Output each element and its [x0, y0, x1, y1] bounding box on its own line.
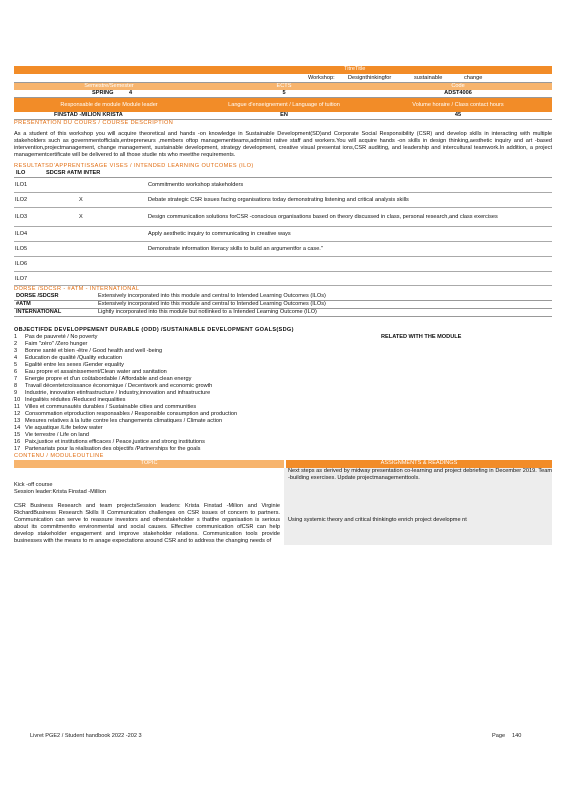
- semester-number: 4: [129, 90, 133, 96]
- semester-value: SPRING: [92, 90, 114, 96]
- ilo-text: Apply aesthetic inquiry to communicating in creative ways: [148, 231, 291, 237]
- sdg-title: OBJECTIFDE DEVELOPPEMENT DURABLE (ODD) /SUSTAINABLE DEVELOPMENT GOALS(SDG): [14, 327, 294, 333]
- semester-value-row: [14, 90, 552, 98]
- assignments-text-1: Next steps as derived by midway presentation co-learning and project debriefing in December 2019. Team -building exercises. Update projectmanagementtools.: [288, 468, 552, 481]
- ilo-text: Design communication solutions forCSR -conscious organisations based on theory discussed in class, personal research,and class exercises: [148, 213, 498, 220]
- assignments-column: [284, 468, 552, 545]
- workshop-value-2: sustainable: [414, 75, 443, 81]
- title-bar: [14, 66, 552, 74]
- language-label: Langue d'enseignement / Language of tuition: [228, 102, 340, 108]
- ilo-id: ILO5: [15, 246, 28, 252]
- sdg-item: 15 Vie terrestre / Life on land: [14, 432, 89, 438]
- sdg-item: 9 Industrie, innovation etinfrastructure / Industry,innovation and infrastructure: [14, 390, 211, 396]
- footer-page-number: 140: [512, 733, 522, 739]
- sdg-item: 2 Faim "zéro" /Zero hunger: [14, 341, 88, 347]
- dorse-text: Extensively incorporated into this module and central to Intended Learning Outcomes (ILOs): [98, 293, 326, 299]
- language-value: EN: [280, 112, 288, 118]
- responsible-value: FINSTAD -MILION KRISTA: [54, 112, 123, 118]
- sdg-item: 4 Education de qualité /Quality education: [14, 355, 123, 361]
- sdg-related-column: [359, 327, 552, 453]
- ilo-id: ILO4: [15, 231, 28, 237]
- sdg-item: 10 Inégalités réduites /Reduced inequalities: [14, 397, 126, 403]
- title-bar-label: TitreTitle: [344, 66, 366, 72]
- sdg-item: 17 Partenariats pour la réalisation des objectifs /Partnerships for the goals: [14, 446, 201, 452]
- volume-value: 45: [454, 112, 462, 118]
- sdg-item: 11 Villes et communautés durables / Sustainable cities and communities: [14, 404, 197, 410]
- responsible-label: Responsable de module Module leader: [60, 101, 158, 108]
- outline-header-row: [14, 460, 552, 468]
- topic-column: [14, 468, 284, 545]
- ilo-header-row: [14, 170, 552, 178]
- dorse-text: Lightly incorporated into this module but notlinked to a Intended Learning Outcome (ILO): [98, 309, 317, 315]
- outline-title: CONTENU / MODULEOUTLINE: [14, 453, 104, 459]
- dorse-title: DORSE /SDCSR - #ATM - INTERNATIONAL: [14, 286, 140, 292]
- presentation-text: As a student of this workshop you will acquire theoretical and hands -on knowledge in Sustainable Development(SD)and Corporate Social Responsibility (CSR) and develop skills in interacting with multiple stakeholders such as governmentofficials,entrepreneurs ,members oftop managementteams,administ rative staff and workers.You will acquire hands -on skills in design thinking,aesthetic inquiry and art -based intervention,projectmanagement, change management, sustainable development, strategy development, creative visual presentat ions,CSR auditing, and leadership and intercultural teamwork.In addition, a project managementcertificate will be delivered to all those studie nts who meetthe requirements.: [14, 131, 552, 158]
- ilo-text: Commitmentto workshop stakeholders: [148, 182, 244, 188]
- sdg-item: 8 Travail décentetcroissance économique / Decentwork and economic growth: [14, 383, 213, 389]
- code-value: ADST4006: [444, 90, 472, 96]
- sdg-item: 5 Egalité entre les sexes /Gender equality: [14, 362, 124, 368]
- responsible-header-row: [14, 98, 552, 112]
- assignments-text-2: Using systemic theory and critical thinkingto enrich project developme nt: [288, 517, 467, 523]
- workshop-row: [14, 74, 552, 83]
- sdg-item: 1 Pas de pauvreté / No poverty: [14, 334, 98, 340]
- dorse-key: #ATM: [16, 301, 31, 307]
- document-page: [14, 66, 552, 545]
- sdg-item: 14 Vie aquatique /Life below water: [14, 425, 103, 431]
- footer-handbook: Livret PGE2 / Student handbook 2022 -202 3: [30, 733, 142, 739]
- assignments-header: ASSIGNMENTS & READINGS: [286, 460, 552, 468]
- ilo-id: ILO3: [15, 213, 28, 220]
- code-label: Code: [451, 83, 465, 89]
- ilo-row: [14, 227, 552, 242]
- semester-header-row: [14, 83, 552, 90]
- ilo-col-label: ILO: [16, 170, 26, 176]
- sdg-related-label: RELATED WITH THE MODULE: [381, 334, 462, 340]
- ilo-table: [14, 178, 552, 286]
- semester-label: Semestre/Semester: [84, 83, 134, 89]
- ilo-id: ILO2: [15, 197, 28, 203]
- dorse-row: [14, 301, 552, 309]
- dorse-key: DORSE /SDCSR: [16, 293, 59, 299]
- dorse-key: INTERNATIONAL: [16, 309, 62, 315]
- topic-header: TOPIC: [14, 460, 284, 468]
- footer-page-label: Page: [492, 733, 506, 739]
- responsible-value-row: [14, 112, 552, 120]
- presentation-title: PRESENTATION DU COURS / COURSE DESCRIPTION: [14, 120, 174, 126]
- ilo-col-tags: SDCSR #ATM INTER: [46, 170, 101, 176]
- ilo-row: [14, 208, 552, 227]
- ilo-text: Demonstrate information literacy skills to build an argumentfor a case.": [148, 246, 323, 252]
- dorse-text: Extensively incorporated into this module and central to Intended Learning Outcomes (ILOs): [98, 301, 326, 307]
- ilo-mark: X: [79, 197, 83, 203]
- sdg-item: 12 Consommation etproduction responsables / Responsible consumption and production: [14, 411, 238, 417]
- workshop-value-3: change: [464, 75, 483, 81]
- dorse-row: [14, 309, 552, 317]
- volume-label: Volume horaire / Class contact hours: [412, 101, 504, 108]
- ilo-row: [14, 257, 552, 272]
- topic-kickoff: Kick -off course: [14, 482, 53, 488]
- ilo-id: ILO6: [15, 261, 28, 267]
- ilo-row: [14, 193, 552, 208]
- sdg-item: 16 Paix,justice et institutions efficaces / Peace,justice and strong institutions: [14, 439, 205, 445]
- topic-csr-text: CSR Business Research and team projectsSession leaders: Krista Finstad -Milion and Virginie RichardBusiness Research Skills II Communication challenges on CSR issues of concern to partners. Communication can serve to reassure investors and otherstakeholder s thatthe organisation is serious about its commitmentto environmental and social causes. Effective communication ofCSR can help develop stakeholder engagement and improve stakeholder relations. Communication tools provide businesses with the means to m anage expectations around CSR and to address the changing needs of: [14, 503, 280, 544]
- ilo-row: [14, 272, 552, 286]
- topic-session-leader: Session leader:Krista Finstad -Million: [14, 489, 107, 495]
- dorse-table: [14, 293, 552, 317]
- sdg-item: 6 Eau propre et assainissement/Clean water and sanitation: [14, 369, 167, 375]
- ilo-title: RESULTATSD'APPRENTISSAGE VISES / INTENDED LEARNING OUTCOMES (ILO): [14, 163, 254, 169]
- page-footer: [30, 733, 530, 739]
- workshop-label: Workshop:: [308, 75, 335, 81]
- outline-body: [14, 468, 552, 545]
- ilo-id: ILO1: [15, 182, 28, 188]
- sdg-list-column: [14, 327, 359, 453]
- ilo-mark: X: [79, 213, 83, 220]
- sdg-item: 3 Bonne santé et bien -être / Good health and well -being: [14, 348, 163, 354]
- ilo-row: [14, 242, 552, 257]
- sdg-item: 13 Mesures relatives à la lutte contre les changements climatiques / Climate action: [14, 418, 223, 424]
- ilo-text: Debate strategic CSR issues facing organisations today demonstrating listening and critical analysis skills: [148, 197, 409, 203]
- sdg-section: [14, 327, 552, 453]
- sdg-item: 7 Energie propre et d'un coûtabordable / Affordable and clean energy: [14, 376, 192, 382]
- dorse-row: [14, 293, 552, 301]
- ilo-row: [14, 178, 552, 193]
- ects-value: 5: [282, 90, 286, 96]
- ilo-id: ILO7: [15, 275, 28, 282]
- workshop-value: Designthinkingfor: [348, 75, 392, 81]
- ects-label: ECTS: [276, 83, 292, 89]
